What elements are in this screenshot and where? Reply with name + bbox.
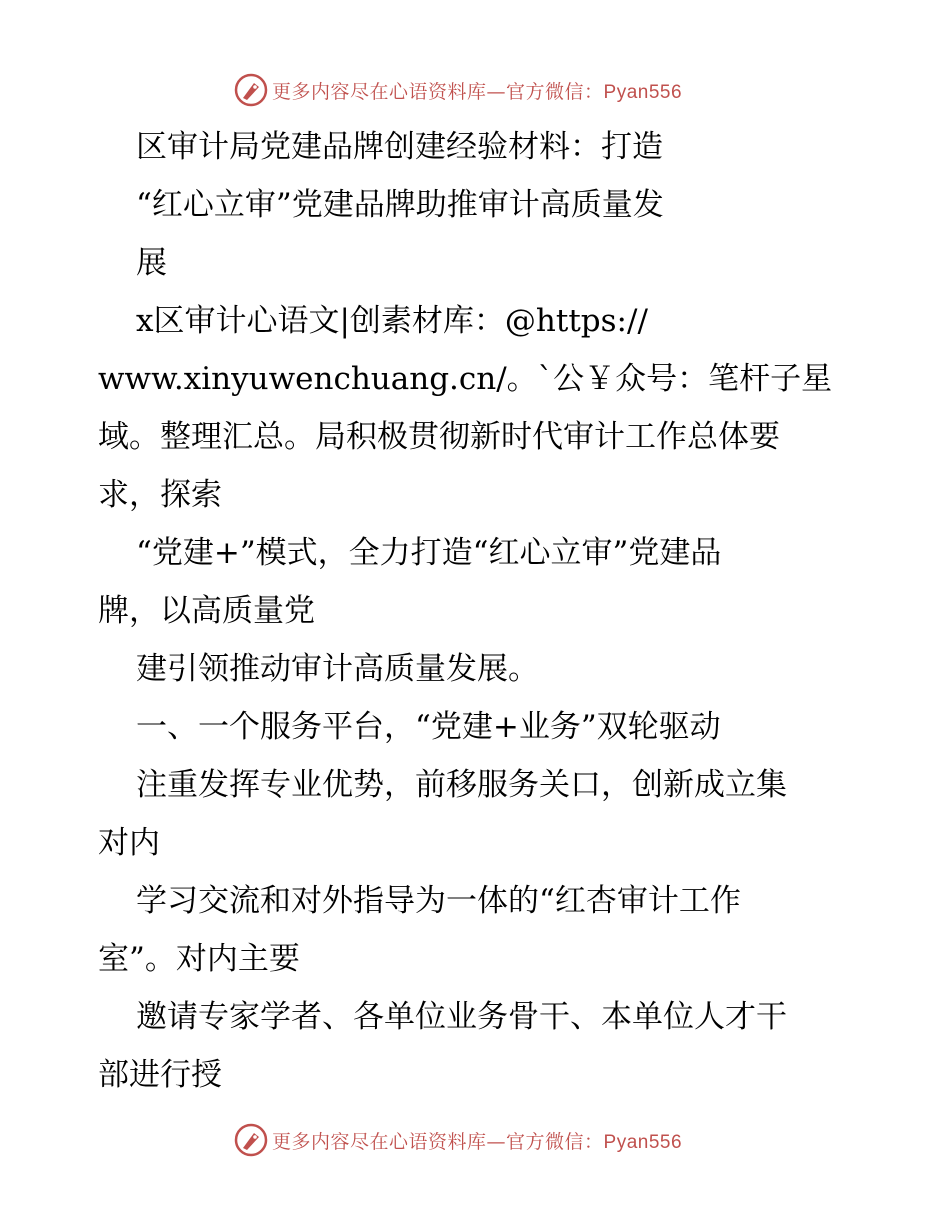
text-line: 邀请专家学者、各单位业务骨干、本单位人才干	[136, 999, 787, 1035]
text-line: 学习交流和对外指导为一体的“红杏审计工作	[136, 883, 741, 919]
text-line: www.xinyuwenchuang.cn/。`公￥众号：笔杆子星	[98, 361, 833, 397]
text-line: 对内	[98, 825, 160, 861]
text-line: 建引领推动审计高质量发展。	[136, 651, 539, 687]
watermark-header	[0, 70, 950, 110]
section-heading: 一、一个服务平台，“党建+业务”双轮驱动	[136, 709, 721, 745]
text-line: 注重发挥专业优势，前移服务关口，创新成立集	[136, 767, 787, 803]
watermark-footer	[0, 1120, 950, 1160]
text-line: “红心立审”党建品牌助推审计高质量发	[136, 187, 664, 223]
pen-nib-logo-icon	[234, 1123, 268, 1157]
pen-nib-logo-icon	[234, 73, 268, 107]
text-line: 区审计局党建品牌创建经验材料：打造	[136, 129, 663, 165]
text-line: 展	[136, 245, 167, 281]
text-line: “党建+”模式，全力打造“红心立审”党建品	[136, 535, 722, 571]
text-line: 部进行授	[98, 1057, 222, 1093]
watermark-text: 更多内容尽在心语资料库—官方微信：Pyan556	[272, 80, 683, 103]
text-line: 牌，以高质量党	[98, 593, 315, 629]
text-line: 域。整理汇总。局积极贯彻新时代审计工作总体要	[98, 419, 780, 455]
text-line: x区审计心语文|创素材库：@https://	[136, 303, 648, 339]
text-line: 求，探索	[98, 477, 222, 513]
text-line: 室”。对内主要	[98, 941, 300, 977]
watermark-text: 更多内容尽在心语资料库—官方微信：Pyan556	[272, 1130, 683, 1153]
